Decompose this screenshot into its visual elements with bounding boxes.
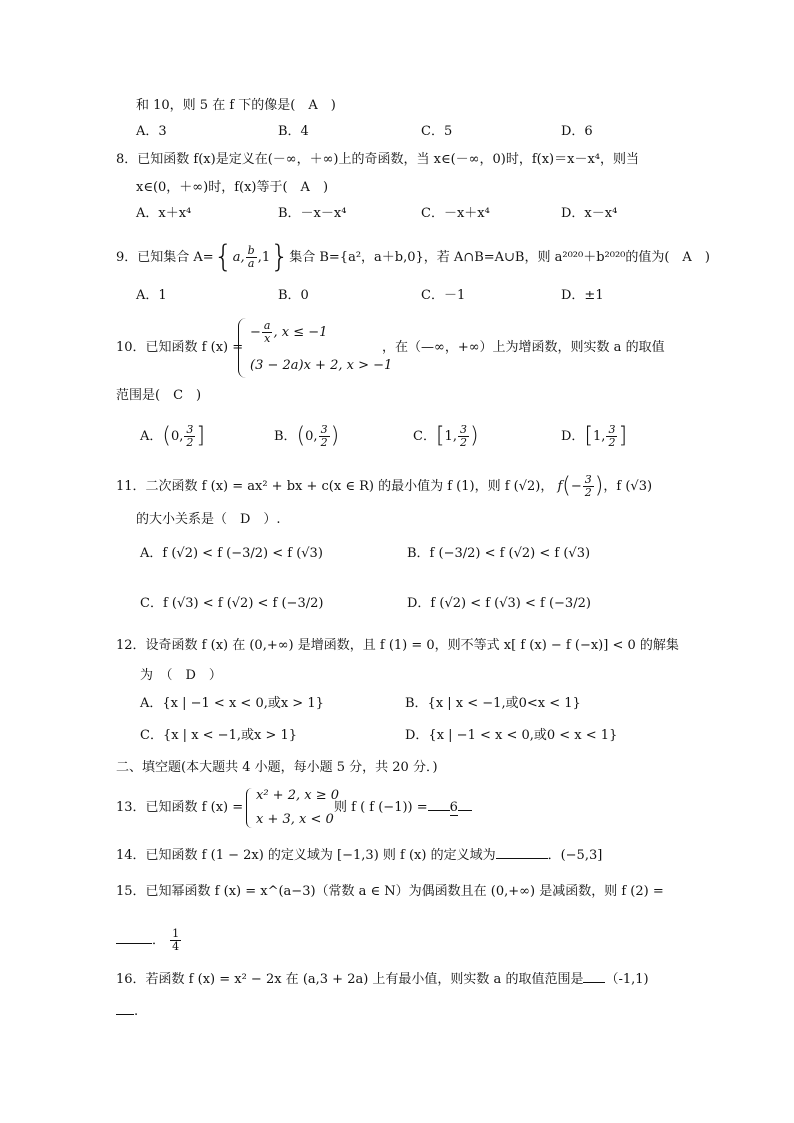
q10-option-c-label: C． [413,429,436,444]
q10-option-c-start: 1, [444,429,457,444]
q16-blank [583,982,605,983]
q9-frac-num: b [247,244,255,257]
q13-suffix-line [334,800,472,816]
q11-option-b: B．f (−3/2) < f (√2) < f (√3) [407,546,591,561]
q11-prefix: 11．二次函数 f (x) = ax² + bx + c(x ∈ R) 的最小值为 f (1)，则 f (√2)， [116,479,554,494]
q10-option-b-label: B． [274,429,297,444]
q11-suffix: ，f (√3) [603,479,653,494]
q10-case1-cond: x ≤ −1 [281,325,328,340]
q13-blank-left [428,810,450,811]
q10-option-b-num: 3 [320,423,328,436]
q14-text: 14．已知函数 f (1 − 2x) 的定义域为 [−1,3) 则 f (x) 的定义域为 [116,848,496,863]
q13-case1: x² + 2, x ≥ 0 [256,788,339,803]
q11-frac [583,474,594,499]
q16-blank2 [116,1014,134,1015]
q10-option-d-start: 1, [593,429,606,444]
q12-option-d: D．{x | −1 < x < 0,或0 < x < 1} [405,728,618,743]
q14-line [116,848,602,864]
q10-option-b-start: 0, [305,429,318,444]
q10-option-b-right: ) [330,423,340,449]
q10-option-c-num: 3 [459,423,467,436]
q8-option-a: A．x＋x⁴ [136,206,192,221]
q15-answer-line [116,928,182,953]
q13-blank-right [458,810,472,811]
q12-line1: 12．设奇函数 f (x) 在 (0,+∞) 是增函数，且 f (1) = 0，则不等式 x[ f (x) − f (−x)] < 0 的解集 [116,638,679,653]
q15-text: 15．已知幂函数 f (x) = x^(a−3)（常数 a ∈ N）为偶函数且在 (0,+∞) 是减函数，则 f (2) = [116,884,664,899]
q14-answer: ．(−5,3] [547,848,603,863]
q12-option-b: B．{x | x < −1,或0<x < 1} [405,696,581,711]
q7-option-c: C．5 [421,124,453,139]
q10-option-a [140,424,205,449]
q10-option-c-den: 2 [459,436,467,449]
q16-end-period: . [134,1004,139,1019]
q11-close-paren: ) [594,473,604,499]
q10-minus: − [250,325,261,340]
q10-brace [238,318,249,378]
q12-line2: 为 （ D ） [140,668,222,683]
q7-option-a: A．3 [136,124,167,139]
q10-case2: (3 − 2a)x + 2, x > −1 [250,358,393,373]
q10-suffix: ，在（—∞，+∞）上为增函数，则实数 a 的取值 [382,340,665,355]
q9-close-brace: } [270,239,290,275]
q11-option-a: A．f (√2) < f (−3/2) < f (√3) [140,546,323,561]
q7-tail: 和 10，则 5 在 f 下的像是( A ) [136,98,336,113]
q9-stem [116,239,710,275]
q11-option-c: C．f (√3) < f (√2) < f (−3/2) [140,596,324,611]
q11-neg: − [570,479,582,494]
q8-option-b: B．－x－x⁴ [278,206,347,221]
q10-option-c-frac [458,424,469,449]
q16-line [116,972,649,988]
q15-answer-den: 4 [172,940,180,953]
q10-option-d-left: [ [584,423,594,449]
q11-stem [116,474,652,499]
q15-answer-frac [170,928,181,953]
section-2-heading: 二、填空题(本大题共 4 小题，每小题 5 分，共 20 分．) [116,760,438,775]
q9-prefix: 9．已知集合 A= [116,250,214,265]
q10-option-a-left: ( [162,423,171,449]
q9-set-a-start: a, [232,250,245,265]
q10-line2: 范围是( C ) [116,388,202,403]
q10-option-d-right: ] [618,423,628,449]
q10-option-d-label: D． [561,429,585,444]
q10-case1-den: x [264,332,271,345]
q8-line2: x∈(0，＋∞)时，f(x)等于( A ) [136,180,329,195]
q10-option-a-den: 2 [186,436,194,449]
q15-period: ． [152,933,166,948]
q13-answer: 6 [449,800,458,815]
q11-option-d: D．f (√2) < f (√3) < f (−3/2) [407,596,591,611]
q9-option-d: D．±1 [561,288,604,303]
q13-case2: x + 3, x < 0 [256,812,334,827]
q11-open-paren: ( [562,473,571,499]
q10-option-a-num: 3 [186,423,194,436]
q9-set-a-end: ,1 [257,250,271,265]
q10-option-c-left: [ [435,423,445,449]
q15-blank [116,943,152,944]
q9-option-a: A．1 [136,288,167,303]
q10-option-d [561,424,627,449]
q9-suffix: 集合 B={a²，a＋b,0}，若 A∩B=A∪B，则 a²⁰²⁰＋b²⁰²⁰的值为( A ) [289,250,710,265]
q16-text: 16．若函数 f (x) = x² − 2x 在 (a,3 + 2a) 上有最小值，则实数 a 的取值范围是 [116,972,584,987]
q11-line2: 的大小关系是（ D ）. [136,512,281,527]
q10-case1-num: a [263,319,271,332]
q7-option-b: B．4 [278,124,309,139]
q10-option-b-frac [319,424,330,449]
q13-prefix: 13．已知函数 f (x) = [116,800,244,815]
q7-option-d: D．6 [561,124,593,139]
q10-option-d-den: 2 [608,436,616,449]
q8-option-d: D．x－x⁴ [561,206,618,221]
q10-case1-fraction [262,320,273,345]
q10-option-d-frac [606,424,617,449]
q9-open-brace: { [213,239,233,275]
q10-option-a-start: 0, [170,429,184,444]
q11-f: f [557,479,563,494]
q10-option-a-label: A． [140,429,163,444]
q10-option-c [413,424,479,449]
q8-option-c: C．－x＋x⁴ [421,206,490,221]
q10-option-d-num: 3 [608,423,616,436]
q8-line1: 8．已知函数 f(x)是定义在(－∞，＋∞)上的奇函数，当 x∈(－∞，0)时，f(x)＝x－x⁴，则当 [116,152,639,167]
q10-option-b [274,424,339,449]
q11-den: 2 [584,486,592,499]
q10-case1-comma: , [273,325,282,340]
q15-answer-num: 1 [172,927,180,940]
q14-blank [496,858,548,859]
q9-option-c: C．－1 [421,288,466,303]
q9-fraction [246,245,257,270]
q16-line2 [116,1004,138,1020]
q13-brace [246,788,255,828]
q9-option-b: B．0 [278,288,309,303]
q12-option-a: A．{x | −1 < x < 0,或x > 1} [140,696,324,711]
q11-num: 3 [584,473,592,486]
q9-frac-den: a [247,257,255,270]
q10-option-a-frac [184,424,195,449]
q16-answer: （-1,1) [605,972,649,987]
q10-option-a-right: ] [196,423,205,449]
q10-option-c-right: ) [469,423,479,449]
q10-prefix: 10．已知函数 f (x) = [116,340,244,355]
q10-option-b-den: 2 [320,436,328,449]
q13-suffix: 则 f ( f (−1)) = [334,800,428,815]
q10-option-b-left: ( [296,423,306,449]
q10-case1 [250,320,327,345]
q12-option-c: C．{x | x < −1,或x > 1} [140,728,298,743]
